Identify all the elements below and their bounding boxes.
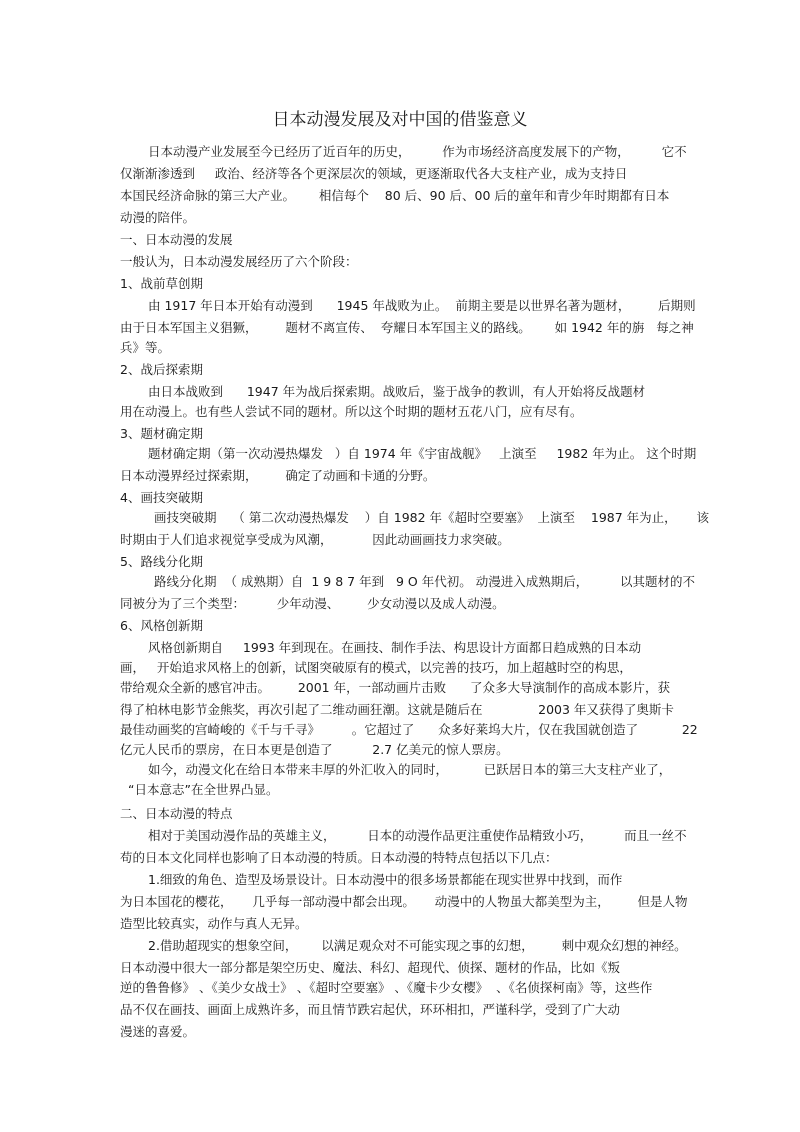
text-line: 3、题材确定期 <box>120 426 203 441</box>
text-line: 为日本国花的樱花， 几乎每一部动漫中都会出现。 动漫中的人物虽大都美型为主， 但是人物 <box>120 894 688 909</box>
text-line: 同被分为了三个类型： 少年动漫、 少女动漫以及成人动漫。 <box>120 596 505 611</box>
text-line: 日本动漫界经过探索期， 确定了动画和卡通的分野。 <box>120 468 436 483</box>
text-line: 日本动漫产业发展至今已经历了近百年的历史， 作为市场经济高度发展下的产物， 它不 <box>148 144 687 159</box>
text-line: 苟的日本文化同样也影响了日本动漫的特质。日本动漫的特特点包括以下几点： <box>120 850 558 865</box>
text-line: 用在动漫上。也有些人尝试不同的题材。所以这个时期的题材五花八门，应有尽有。 <box>120 404 583 419</box>
text-line: 题材确定期（第一次动漫热爆发 ）自 1974 年《宇宙战舰》 上演至 1982 年为止。 这个时期 <box>148 446 697 461</box>
text-line: 路线分化期 （ 成熟期）自 1 9 8 7 年到 9 O 年代初。 动漫进入成熟期后， 以其题材的不 <box>154 574 695 589</box>
text-line: 一般认为，日本动漫发展经历了六个阶段： <box>120 254 358 269</box>
text-line: 本国民经济命脉的第三大产业。 相信每个 80 后、90 后、00 后的童年和青少年时期都有日本 <box>120 188 670 203</box>
text-line: 逆的鲁鲁修》 、《美少女战士》 、《超时空要塞》 、《魔卡少女樱》 、《名侦探柯南》等，这些作 <box>120 980 653 995</box>
text-line: 画技突破期 （ 第二次动漫热爆发 ）自 1982 年《超时空要塞》 上演至 1987 年为止， 该 <box>154 510 710 525</box>
text-line: 造型比较真实，动作与真人无异。 <box>120 916 308 931</box>
text-line: 2.借助超现实的想象空间， 以满足观众对不可能实现之事的幻想， 刺中观众幻想的神经。 <box>148 938 687 953</box>
text-line: 一、日本动漫的发展 <box>120 232 233 247</box>
text-line: 日本动漫中很大一部分都是架空历史、魔法、科幻、超现代、侦探、题材的作品，比如《叛 <box>120 960 621 975</box>
text-line: 兵》等。 <box>120 340 171 355</box>
text-line: 风格创新期自 1993 年到现在。在画技、制作手法、构思设计方面都日趋成熟的日本动 <box>148 640 642 655</box>
text-line: 仅渐渐渗透到 政治、经济等各个更深层次的领域，更逐渐取代各大支柱产业，成为支持日 <box>120 166 628 181</box>
text-line: 4、画技突破期 <box>120 490 203 505</box>
text-line: 由日本战败到 1947 年为战后探索期。战败后，鉴于战争的教训，有人开始将反战题材 <box>148 384 646 399</box>
text-line: 由于日本军国主义猖獗， 题材不离宣传、 夸耀日本军国主义的路线。 如 1942 年的旃 每之神 <box>120 320 694 335</box>
text-line: 相对于美国动漫作品的英雄主义， 日本的动漫作品更注重使作品精致小巧， 而且一丝不 <box>148 828 687 843</box>
text-line: 1、战前草创期 <box>120 276 203 291</box>
text-line: 如今，动漫文化在给日本带来丰厚的外汇收入的同时， 已跃居日本的第三大支柱产业了， <box>148 762 672 777</box>
text-line: 5、路线分化期 <box>120 554 203 569</box>
text-line: 由 1917 年日本开始有动漫到 1945 年战败为止。 前期主要是以世界名著为题材， 后期则 <box>148 298 696 313</box>
text-line: 动漫的陪伴。 <box>120 210 196 225</box>
text-line: 时期由于人们追求视觉享受成为风潮， 因此动画画技力求突破。 <box>120 532 510 547</box>
text-line: 画， 开始追求风格上的创新，试图突破原有的模式，以完善的技巧，加上超越时空的构思， <box>120 660 632 675</box>
text-line: 1.细致的角色、造型及场景设计。日本动漫中的很多场景都能在现实世界中找到，而作 <box>148 872 623 887</box>
text-line: 二、日本动漫的特点 <box>120 806 233 821</box>
text-line: 最佳动画奖的宫崎峻的《千与千寻》 。它超过了 众多好莱坞大片，仅在我国就创造了 22 <box>120 722 698 737</box>
document-title: 日本动漫发展及对中国的借鉴意义 <box>272 110 528 130</box>
text-line: 漫迷的喜爱。 <box>120 1024 196 1039</box>
text-line: 2、战后探索期 <box>120 362 203 377</box>
text-line: 品不仅在画技、画面上成熟许多，而且情节跌宕起伏，环环相扣，严谨科学，受到了广大动 <box>120 1002 621 1017</box>
text-line: 得了柏林电影节金熊奖，再次引起了二维动画狂潮。这就是随后在 2003 年又获得了奥斯卡 <box>120 702 674 717</box>
text-line: 亿元人民币的票房，在日本更是创造了 2.7 亿美元的惊人票房。 <box>120 742 509 757</box>
text-line: “日本意志”在全世界凸显。 <box>128 782 279 797</box>
text-line: 6、风格创新期 <box>120 618 203 633</box>
text-line: 带给观众全新的感官冲击。 2001 年，一部动画片击败 了众多大导演制作的高成本影片，获 <box>120 680 670 695</box>
